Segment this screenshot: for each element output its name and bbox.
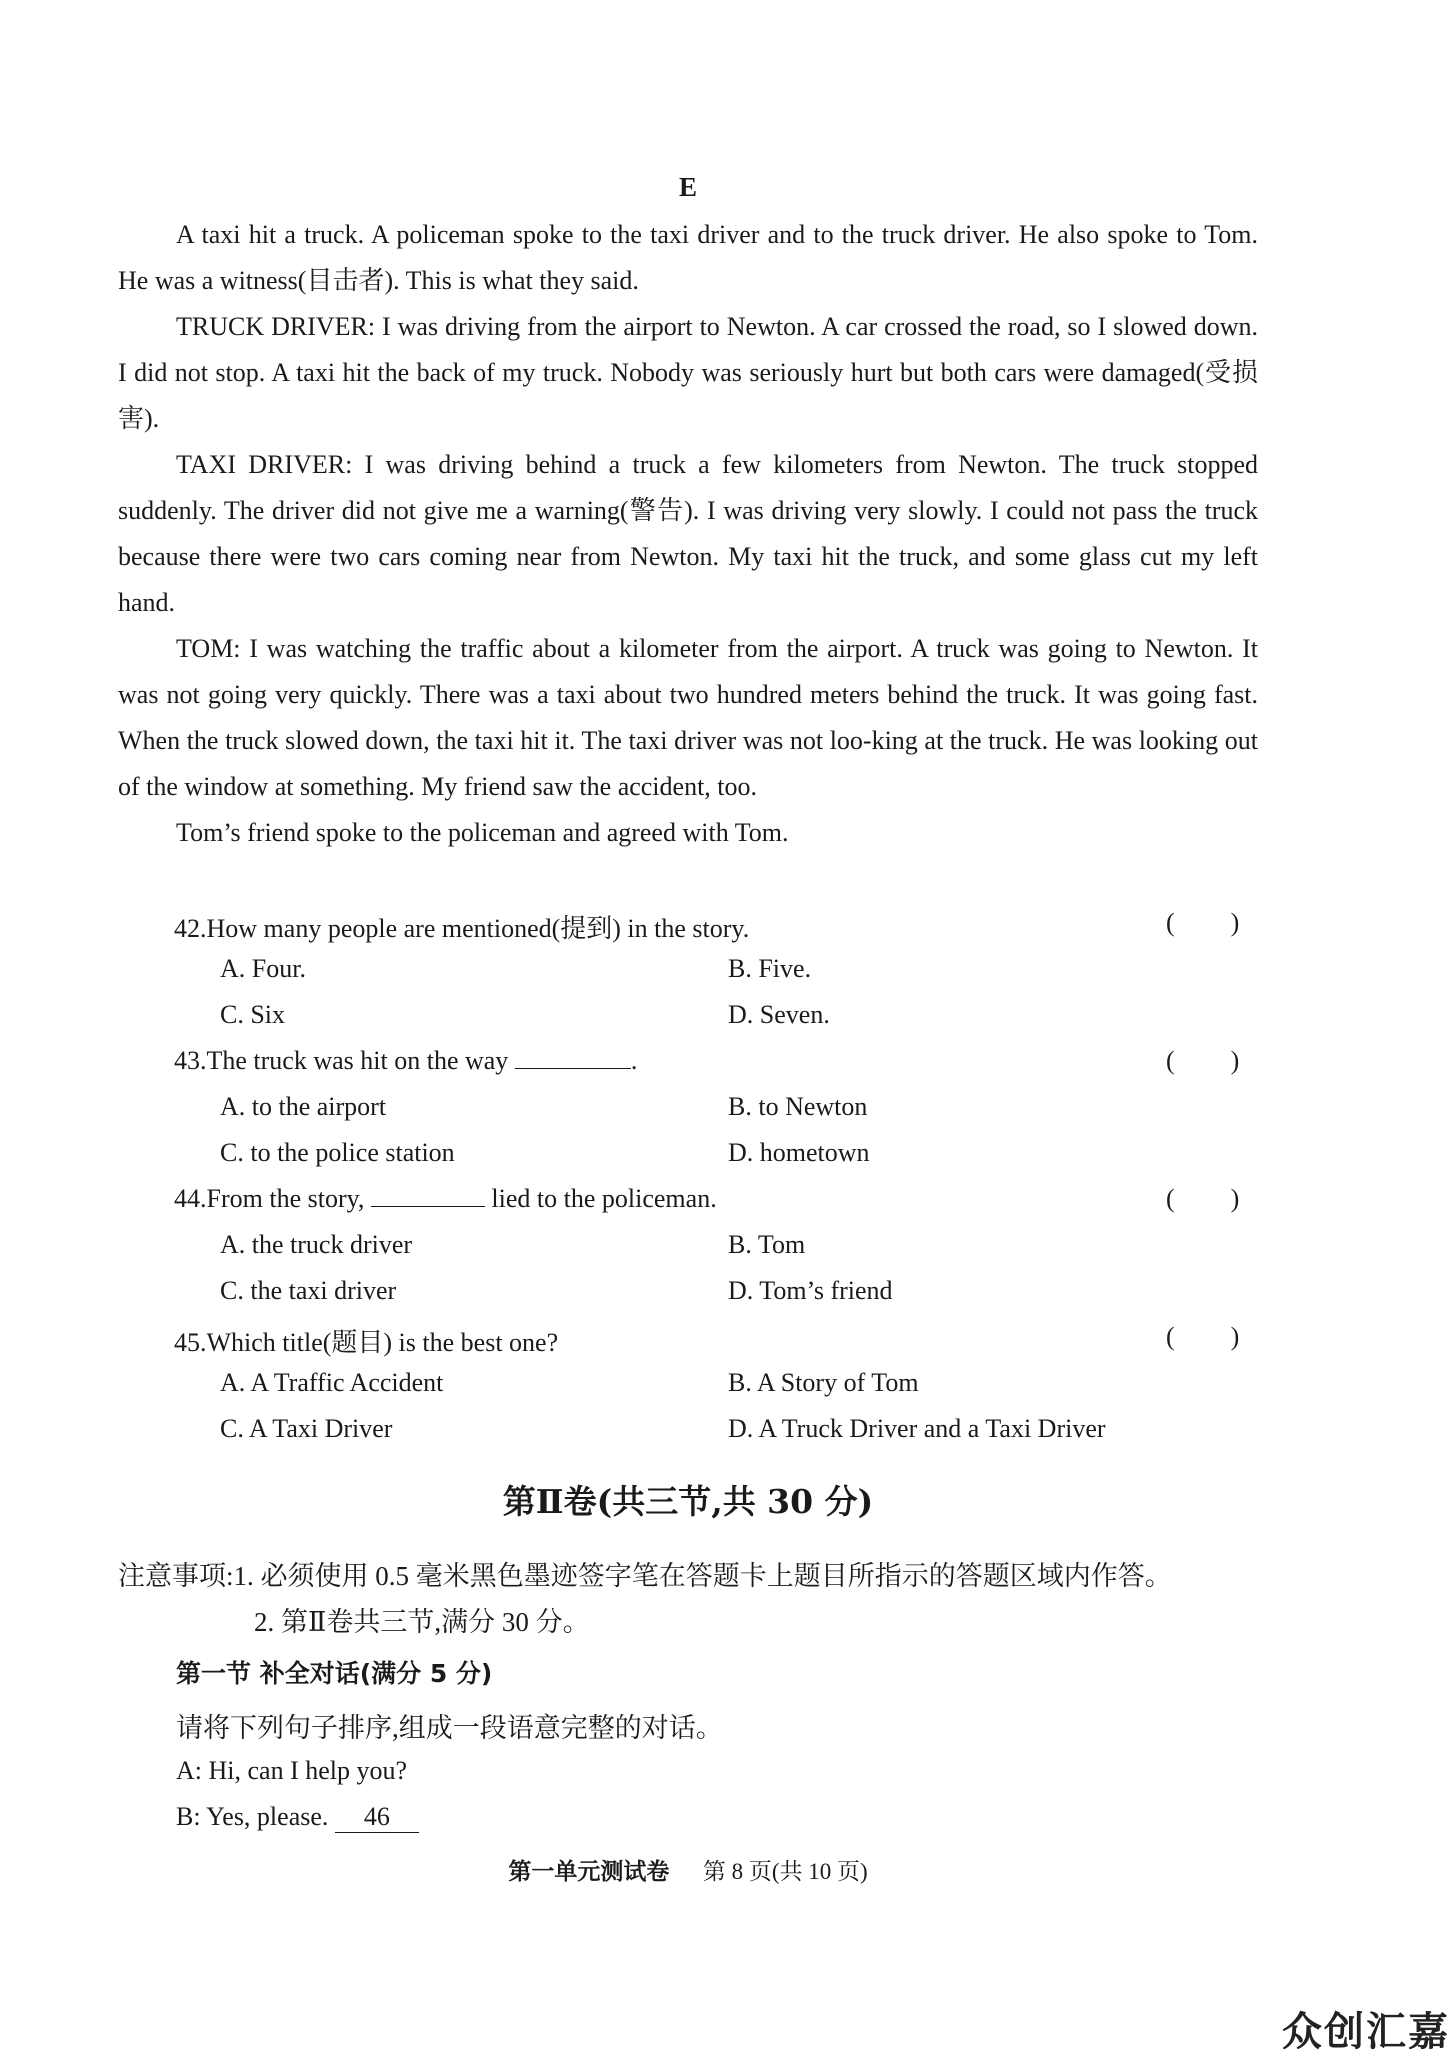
reading-passage	[118, 212, 1258, 856]
passage-paragraph-2: TRUCK DRIVER: I was driving from the airport to Newton. A car crossed the road, so I slowed down. I did not stop. A taxi hit the back of my truck. Nobody was seriously hurt but both cars were damaged(受损害).	[118, 312, 1258, 433]
option-45-b: B. A Story of Tom	[728, 1368, 919, 1397]
notice-item-1: 1. 必须使用 0.5 毫米黑色墨迹签字笔在答题卡上题目所指示的答题区域内作答。	[233, 1561, 1172, 1591]
option-42-b: B. Five.	[728, 954, 812, 983]
option-44-a: A. the truck driver	[220, 1230, 413, 1259]
footer-page-number: 第 8 页(共 10 页)	[702, 1859, 868, 1884]
question-stem-end: lied to the policeman.	[491, 1184, 717, 1213]
passage-paragraph-3: TAXI DRIVER: I was driving behind a truck a few kilometers from Newton. The truck stopped suddenly. The driver did not give me a warning(警告). I was driving very slowly. I could not pass the truck because there were two cars coming near from Newton. My taxi hit the truck, and some glass cut my left hand.	[118, 450, 1258, 617]
option-44-c: C. the taxi driver	[220, 1276, 397, 1305]
question-number: 42.	[174, 914, 207, 943]
question-stem: How many people are mentioned(提到) in the story.	[206, 914, 750, 943]
passage-paragraph-1: A taxi hit a truck. A policeman spoke to the taxi driver and to the truck driver. He also spoke to Tom. He was a witness(目击者). This is what they said.	[118, 220, 1258, 295]
answer-paren-45[interactable]: ( )	[1166, 1322, 1240, 1351]
question-number: 45.	[174, 1328, 207, 1357]
watermark-logo: 众创汇嘉	[1282, 2009, 1450, 2055]
answer-paren-42[interactable]: ( )	[1166, 908, 1240, 937]
section-1-title: 第一节 补全对话(满分 5 分)	[176, 1659, 493, 1688]
option-42-d: D. Seven.	[728, 1000, 830, 1029]
option-44-d: D. Tom’s friend	[728, 1276, 893, 1305]
option-45-a: A. A Traffic Accident	[220, 1368, 444, 1397]
page-footer	[0, 1853, 1376, 1886]
notice-label: 注意事项:	[118, 1561, 234, 1591]
fill-blank[interactable]	[515, 1046, 631, 1069]
dialog-line-b	[176, 1802, 419, 1833]
option-42-a: A. Four.	[220, 954, 306, 983]
question-42	[174, 908, 749, 945]
question-number: 43.	[174, 1046, 207, 1075]
option-42-c: C. Six	[220, 1000, 286, 1029]
option-45-d: D. A Truck Driver and a Taxi Driver	[728, 1414, 1106, 1443]
passage-paragraph-5: Tom’s friend spoke to the policeman and agreed with Tom.	[176, 818, 789, 847]
option-44-b: B. Tom	[728, 1230, 806, 1259]
dialog-line-a: A: Hi, can I help you?	[176, 1756, 408, 1785]
option-43-c: C. to the police station	[220, 1138, 455, 1167]
section-letter: E	[678, 172, 697, 202]
question-stem-end: .	[630, 1046, 638, 1075]
question-44	[174, 1184, 717, 1214]
notice-line-1	[118, 1554, 1172, 1593]
fill-blank[interactable]	[371, 1184, 485, 1207]
option-43-a: A. to the airport	[220, 1092, 387, 1121]
dialog-b-text: B: Yes, please.	[176, 1802, 329, 1831]
blank-46[interactable]: 46	[335, 1802, 419, 1833]
question-stem: From the story,	[206, 1184, 365, 1213]
passage-paragraph-4: TOM: I was watching the traffic about a kilometer from the airport. A truck was going to Newton. It was not going very quickly. There was a taxi about two hundred meters behind the truck. It was going fast. When the truck slowed down, the taxi hit it. The taxi driver was not loo-king at the truck. He was looking out of the window at something. My friend saw the accident, too.	[118, 634, 1258, 801]
footer-title: 第一单元测试卷	[508, 1859, 670, 1885]
part-2-title: 第Ⅱ卷(共三节,共 30 分)	[502, 1482, 874, 1521]
answer-paren-44[interactable]: ( )	[1166, 1184, 1240, 1213]
question-number: 44.	[174, 1184, 207, 1213]
option-45-c: C. A Taxi Driver	[220, 1414, 393, 1443]
question-43	[174, 1046, 637, 1076]
question-stem: Which title(题目) is the best one?	[206, 1328, 559, 1357]
notice-item-2: 2. 第Ⅱ卷共三节,满分 30 分。	[254, 1607, 590, 1637]
instruction: 请将下列句子排序,组成一段语意完整的对话。	[176, 1713, 723, 1743]
question-stem: The truck was hit on the way	[206, 1046, 509, 1075]
option-43-b: B. to Newton	[728, 1092, 868, 1121]
answer-paren-43[interactable]: ( )	[1166, 1046, 1240, 1075]
option-43-d: D. hometown	[728, 1138, 870, 1167]
question-45	[174, 1322, 558, 1359]
